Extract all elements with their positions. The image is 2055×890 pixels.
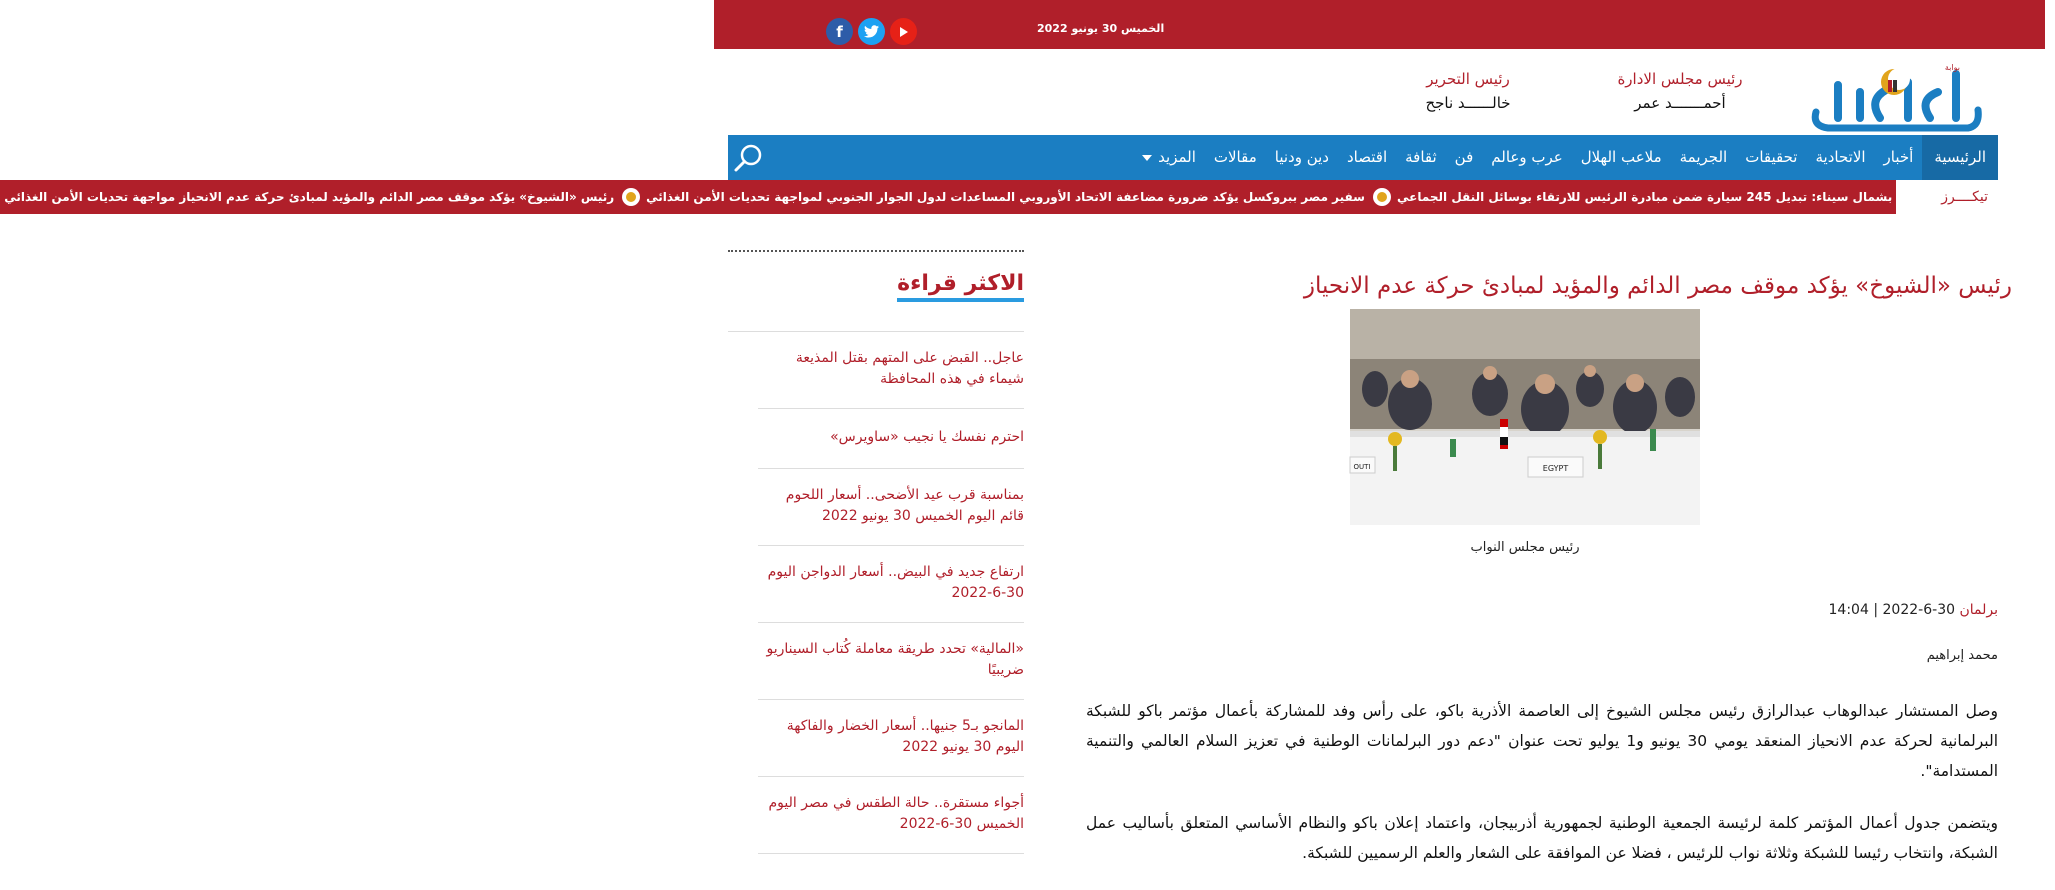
editor-in-chief <box>1412 70 1524 112</box>
image-caption: رئيس مجلس النواب <box>1470 540 1580 555</box>
ticker-item[interactable] <box>1369 188 1896 206</box>
list-item[interactable]: احترم نفسك يا نجيب «ساويرس» <box>758 409 1024 469</box>
article-date: 30-6-2022 | 14:04 <box>1828 602 1956 618</box>
top-bar <box>714 0 2055 49</box>
board-chairman-name: أحمـــــــد عمر <box>1634 94 1726 112</box>
current-date: الخميس 30 يونيو 2022 <box>1037 22 1165 35</box>
news-ticker <box>4 180 1998 214</box>
facebook-icon[interactable]: f <box>826 18 853 45</box>
list-item[interactable]: «المالية» تحدد طريقة معاملة كُتاب السيناريو ضريبيًا <box>758 623 1024 700</box>
editor-name: خالــــــد ناجح <box>1425 94 1511 112</box>
social-links <box>826 18 917 45</box>
article <box>1072 264 2012 862</box>
ticker-item[interactable] <box>618 188 1369 206</box>
ticker-item-text: سفير مصر ببروكسل يؤكد ضرورة مضاعفة الاتحاد الأوروبي المساعدات لدول الجوار الجنوبي لمواجهة تحديات الأمن الغذائي <box>646 190 1365 204</box>
list-item[interactable]: ارتفاع جديد في البيض.. أسعار الدواجن اليوم 30-6-2022 <box>758 546 1024 623</box>
list-item[interactable]: المانجو بـ5 جنيها.. أسعار الخضار والفاكهة اليوم 30 يونيو 2022 <box>758 700 1024 777</box>
sidebar-header <box>728 270 1024 332</box>
ticker-bullet-icon <box>1373 188 1391 206</box>
nav-item-religion[interactable]: دين ودنيا <box>1274 148 1329 166</box>
list-item[interactable]: أجواء مستقرة.. حالة الطقس في مصر اليوم الخميس 30-6-2022 <box>758 777 1024 854</box>
sidebar-divider <box>728 250 1024 252</box>
nav-item-home[interactable]: الرئيسية <box>1922 135 1998 180</box>
most-read-sidebar <box>728 250 1024 854</box>
ticker-bullet-icon <box>622 188 640 206</box>
djibouti-placard: OUTI <box>1353 463 1371 471</box>
nav-more-dropdown[interactable]: المزيد <box>1133 135 1205 180</box>
nav-item-news[interactable]: أخبار <box>1883 148 1914 166</box>
nav-item-world[interactable]: عرب وعالم <box>1491 148 1563 166</box>
editor-role: رئيس التحرير <box>1426 70 1510 88</box>
most-read-list <box>758 332 1024 854</box>
search-icon[interactable] <box>732 141 766 175</box>
ticker-label: تيكــــرز <box>1941 189 1988 205</box>
nav-item-culture[interactable]: ثقافة <box>1405 148 1437 166</box>
nav-item-sports[interactable]: ملاعب الهلال <box>1580 148 1662 166</box>
site-logo[interactable] <box>1808 60 1986 135</box>
page-edge <box>2045 0 2055 879</box>
ticker-track <box>0 180 1896 214</box>
article-image <box>1350 309 1700 525</box>
article-paragraph: وصل المستشار عبدالوهاب عبدالرازق رئيس مجلس الشيوخ إلى العاصمة الأذرية باكو، على رأس وفد للمشاركة بأعمال مؤتمر باكو للشبكة البرلمانية لحركة عدم الانحياز المنعقد يومي 30 يونيو و1 يوليو تحت عنوان "دعم دور البرلمانات الوطنية في تعزيز السلام العالمي والتنمية المستدامة". <box>1086 702 1999 780</box>
nav-item-art[interactable]: فن <box>1454 148 1474 166</box>
svg-text:بوابة: بوابة <box>1944 63 1960 72</box>
ticker-item-text: رئيس «الشيوخ» يؤكد موقف مصر الدائم والمؤيد لمبادئ حركة عدم الانحياز مواجهة تحديات الأمن الغذائي <box>4 190 615 204</box>
article-meta <box>1829 602 1998 618</box>
board-chairman-role: رئيس مجلس الادارة <box>1617 70 1743 88</box>
ticker-item[interactable] <box>0 190 618 204</box>
sidebar-title: الاكثر قراءة <box>897 270 1024 302</box>
article-paragraph: ويتضمن جدول أعمال المؤتمر كلمة لرئيسة الجمعية الوطنية لجمهورية أذربيجان، واعتماد إعلان باكو والنظام الأساسي المتعلق بأساليب عمل الشبكة، وانتخاب رئيسا للشبكة وثلاثة نواب للرئيس ، فضلا عن الموافقة على الشعار والعلم الرسميين للشبكة. <box>1086 814 1998 862</box>
article-author: محمد إبراهيم <box>1926 648 1998 663</box>
article-body <box>1086 696 1998 890</box>
youtube-icon[interactable] <box>890 18 917 45</box>
main-nav <box>728 135 1998 180</box>
nav-item-crime[interactable]: الجريمة <box>1679 148 1728 166</box>
egypt-placard: EGYPT <box>1542 464 1569 473</box>
nav-item-economy[interactable]: اقتصاد <box>1347 148 1388 166</box>
nav-item-presidency[interactable]: الاتحادية <box>1815 148 1866 166</box>
twitter-icon[interactable] <box>858 18 885 45</box>
nav-item-investigations[interactable]: تحقيقات <box>1745 148 1798 166</box>
ticker-item-text: بشمال سيناء: تبديل 245 سيارة ضمن مبادرة الرئيس للارتقاء بوسائل النقل الجماعي <box>1396 190 1893 204</box>
list-item[interactable]: عاجل.. القبض على المتهم بقتل المذيعة شيماء في هذه المحافظة <box>758 332 1024 409</box>
board-chairman <box>1610 70 1750 112</box>
article-category[interactable]: برلمان <box>1959 602 1998 618</box>
list-item[interactable]: بمناسبة قرب عيد الأضحى.. أسعار اللحوم قائم اليوم الخميس 30 يونيو 2022 <box>758 469 1024 546</box>
nav-item-articles[interactable]: مقالات <box>1213 148 1257 166</box>
article-headline: رئيس «الشيوخ» يؤكد موقف مصر الدائم والمؤيد لمبادئ حركة عدم الانحياز <box>1303 273 2012 299</box>
